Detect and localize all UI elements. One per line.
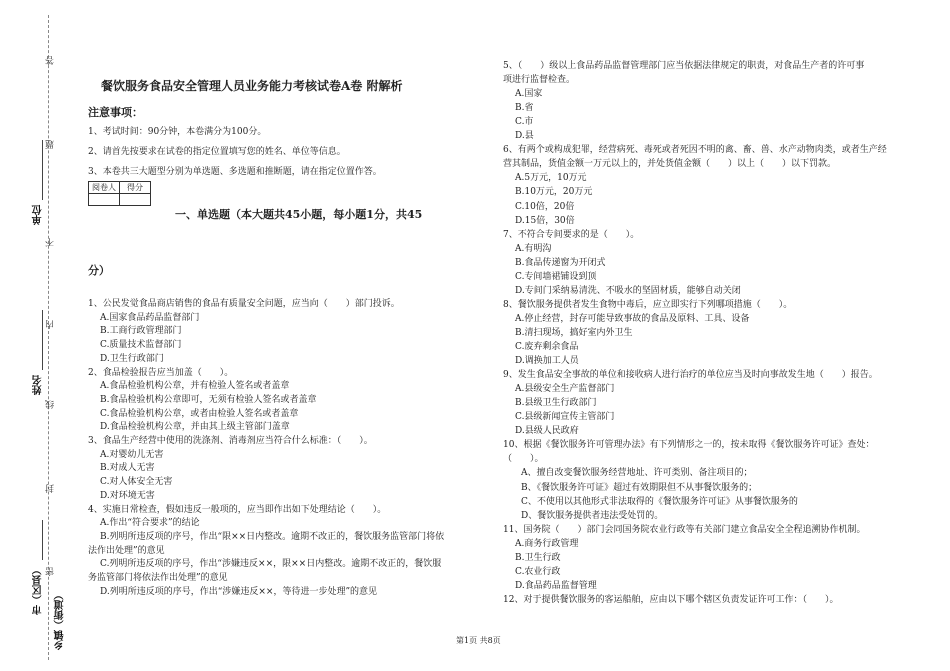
question-text: 12、对于提供餐饮服务的客运船舶，应由以下哪个辖区负责发证许可工作：（ ）。	[503, 594, 839, 605]
score-cell[interactable]	[120, 194, 151, 206]
question-text: 8、餐饮服务提供者发生食物中毒后，应立即实行下列哪项措施（ ）。	[503, 299, 793, 310]
binding-label: 不	[46, 238, 56, 247]
answer-option: D.食品检验机构公章，并由其上级主管部门盖章	[100, 422, 290, 433]
answer-option: A.商务行政管理	[515, 538, 579, 549]
question-text-cont: 项进行监督检查。	[503, 75, 576, 86]
answer-option: D.调换加工人员	[515, 356, 579, 367]
score-header: 得分	[120, 182, 151, 194]
town-field-label: 乡镇（街道）	[55, 590, 66, 650]
answer-option: D.对环境无害	[100, 490, 155, 501]
unit-field-line[interactable]	[42, 140, 43, 200]
answer-option: D.列明所违反项的序号，作出“涉嫌违反××，等待进一步处理”的意见	[100, 586, 378, 597]
answer-option: B.10万元，20万元	[515, 187, 593, 198]
exam-title: 餐饮服务食品安全管理人员业务能力考核试卷A卷 附解析	[101, 79, 403, 93]
answer-option: B、《餐饮服务许可证》超过有效期限但不从事餐饮服务的；	[521, 482, 758, 493]
answer-option: C.废弃剩余食品	[515, 342, 579, 352]
question-text: 7、不符合专间要求的是（ ）。	[503, 229, 640, 240]
option-continuation: 务监管部门将依法作出处理”的意见	[88, 573, 228, 583]
binding-label: 密	[46, 567, 56, 576]
question-text: 11、国务院（ ）部门会同国务院农业行政等有关部门建立食品安全全程追溯协作机制。	[503, 524, 866, 535]
question-text: 1、公民发觉食品商店销售的食品有质量安全问题，应当向（ ）部门投诉。	[88, 299, 400, 309]
note-item: 2、请首先按要求在试卷的指定位置填写您的姓名、单位等信息。	[88, 147, 346, 157]
answer-option: C.10倍，20倍	[515, 201, 575, 212]
question-text: 6、有两个或构成犯罪，经营病死、毒死或者死因不明的禽、畜、兽、水产动物肉类，或者生产经	[503, 145, 887, 156]
answer-option: B.省	[515, 103, 534, 114]
name-field-label: 姓名	[33, 375, 44, 395]
answer-option: C.列明所违反项的序号，作出“涉嫌违反××，限××日内整改。逾期不改正的，餐饮服	[100, 559, 442, 570]
page-footer: 第1页 共8页	[456, 636, 501, 645]
score-table	[88, 181, 151, 206]
answer-option: A.停止经营，封存可能导致事故的食品及原料、工具、设备	[515, 313, 750, 324]
binding-label: 线	[46, 400, 56, 409]
section-heading-cont: 分）	[88, 264, 110, 277]
answer-option: C.对人体安全无害	[100, 477, 173, 488]
note-item: 1、考试时间：90分钟，本卷满分为100分。	[88, 127, 267, 137]
answer-option: B.清扫现场，搞好室内外卫生	[515, 327, 633, 338]
answer-option: A.县级安全生产监督部门	[515, 384, 615, 395]
answer-option: C、不使用以其他形式非法取得的《餐饮服务许可证》从事餐饮服务的	[521, 496, 798, 507]
answer-option: A.国家	[515, 89, 543, 100]
notes-heading: 注意事项：	[88, 106, 143, 119]
binding-margin	[0, 0, 66, 671]
question-text: 4、实施日常检查，假如违反一般项的，应当即作出如下处理结论（ ）。	[88, 504, 387, 515]
answer-option: B.食品检验机构公章即可，无须有检验人签名或者盖章	[100, 394, 317, 405]
answer-option: A.有明沟	[515, 243, 552, 254]
answer-option: B.食品传递窗为开闭式	[515, 257, 606, 268]
answer-option: B.工商行政管理部门	[100, 326, 182, 337]
answer-option: C.专间墙裙铺设到顶	[515, 271, 597, 282]
question-text: 3、食品生产经营中使用的洗涤剂、消毒剂应当符合什么标准：（ ）。	[88, 436, 373, 446]
answer-option: B.列明所违反项的序号，作出“限××日内整改。逾期不改正的，餐饮服务监管部门将依	[100, 531, 445, 542]
question-text-cont: 营其制品，货值金额一万元以上的，并处货值金额（ ）以上（ ）以下罚款。	[503, 159, 837, 170]
answer-option: D.县级人民政府	[515, 426, 579, 437]
binding-label: 封	[46, 484, 56, 493]
question-text: 10、根据《餐饮服务许可管理办法》有下列情形之一的，按未取得《餐饮服务许可证》查处：	[503, 440, 875, 451]
section-heading: 一、单选题（本大题共45小题，每小题1分，共45	[175, 208, 423, 221]
question-text: 2、食品检验报告应当加盖（ ）。	[88, 367, 234, 378]
answer-option: A.作出“符合要求”的结论	[100, 518, 200, 529]
answer-option: C.市	[515, 117, 534, 128]
note-item: 3、本卷共三大题型分别为单选题、多选题和推断题，请在指定位置作答。	[88, 167, 382, 177]
answer-option: D、餐饮服务提供者违法受处罚的。	[521, 510, 664, 521]
answer-option: C.县级新闻宣传主管部门	[515, 412, 615, 423]
answer-option: D.15倍，30倍	[515, 215, 575, 226]
answer-option: A.对婴幼儿无害	[100, 449, 164, 460]
answer-option: D.县	[515, 131, 534, 142]
answer-option: C.质量技术监督部门	[100, 340, 182, 351]
binding-label: 内	[46, 320, 56, 329]
grader-cell[interactable]	[89, 194, 120, 206]
answer-option: B.卫生行政	[515, 552, 561, 563]
question-text: 5、（ ）级以上食品药品监督管理部门应当依据法律规定的职责，对食品生产者的许可事	[503, 61, 865, 71]
answer-option: A.5万元，10万元	[515, 173, 587, 184]
answer-option: D.卫生行政部门	[100, 353, 164, 364]
binding-label: 题	[46, 140, 56, 149]
unit-field-label: 单位	[33, 205, 44, 225]
answer-option: D.专间门采纳易清洗、不吸水的坚固材质，能够自动关闭	[515, 285, 741, 296]
answer-option: C.农业行政	[515, 566, 561, 577]
option-continuation: 法作出处理”的意见	[88, 545, 165, 556]
city-field-line[interactable]	[42, 520, 43, 560]
question-text-cont: （ ）。	[503, 454, 544, 465]
answer-option: A.食品检验机构公章，并有检验人签名或者盖章	[100, 381, 290, 392]
grader-header: 阅卷人	[89, 182, 120, 194]
answer-option: A、擅自改变餐饮服务经营地址、许可类别、备注项目的；	[521, 468, 753, 479]
city-field-label: 市（区县）	[33, 565, 44, 615]
answer-option: C.食品检验机构公章，或者由检验人签名或者盖章	[100, 408, 299, 419]
answer-option: A.国家食品药品监督部门	[100, 312, 200, 323]
answer-option: B.县级卫生行政部门	[515, 398, 597, 409]
binding-label: 答	[46, 56, 56, 65]
binding-dashed-line	[48, 15, 49, 660]
question-text: 9、发生食品安全事故的单位和接收病人进行治疗的单位应当及时向事故发生地（ ）报告。	[503, 370, 878, 381]
answer-option: B.对成人无害	[100, 463, 155, 474]
name-field-line[interactable]	[42, 310, 43, 370]
answer-option: D.食品药品监督管理	[515, 580, 597, 591]
